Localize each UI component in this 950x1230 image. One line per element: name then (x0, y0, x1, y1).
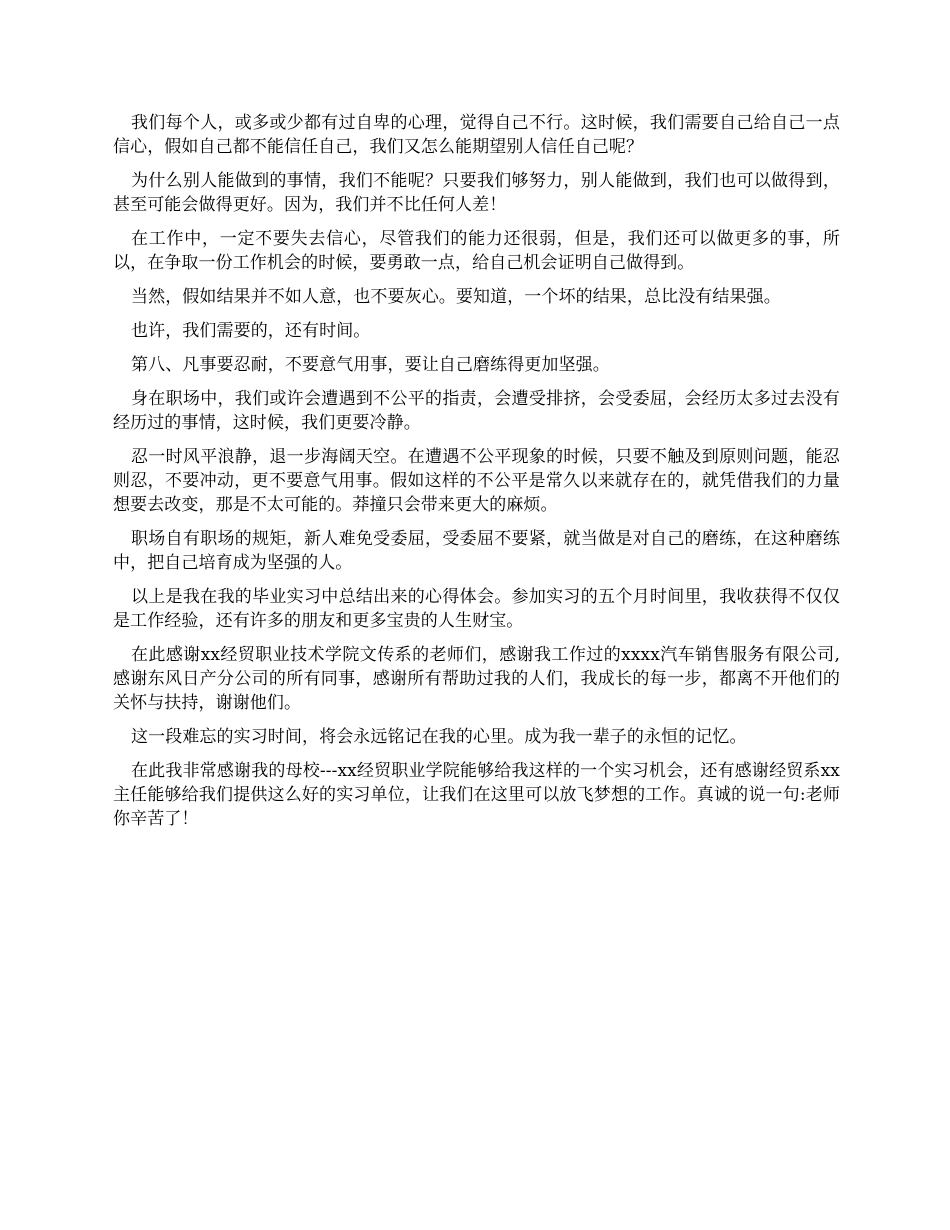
paragraph: 以上是我在我的毕业实习中总结出来的心得体会。参加实习的五个月时间里，我收获得不仅仅是工作经验，还有许多的朋友和更多宝贵的人生财宝。 (113, 587, 840, 631)
paragraph: 也许，我们需要的，还有时间。 (131, 321, 371, 341)
paragraph: 在此我非常感谢我的母校---xx经贸职业学院能够给我这样的一个实习机会，还有感谢经贸系xx主任能够给我们提供这么好的实习单位，让我们在这里可以放飞梦想的工作。真诚的说一句:老师你辛苦了！ (113, 761, 840, 829)
paragraph: 忍一时风平浪静，退一步海阔天空。在遭遇不公平现象的时候，只要不触及到原则问题，能忍则忍，不要冲动，更不要意气用事。假如这样的不公平是常久以来就存在的，就凭借我们的力量想要去改变，那是不太可能的。莽撞只会带来更大的麻烦。 (113, 447, 840, 515)
document-body (113, 111, 840, 841)
paragraph: 这一段难忘的实习时间，将会永远铭记在我的心里。成为我一辈子的永恒的记忆。 (131, 727, 747, 747)
paragraph: 在此感谢xx经贸职业技术学院文传系的老师们，感谢我工作过的xxxx汽车销售服务有限公司,感谢东风日产分公司的所有同事，感谢所有帮助过我的人们，我成长的每一步，都离不开他们的关怀与扶持，谢谢他们。 (113, 645, 840, 713)
paragraph: 在工作中，一定不要失去信心，尽管我们的能力还很弱，但是，我们还可以做更多的事，所以，在争取一份工作机会的时候，要勇敢一点，给自己机会证明自己做得到。 (113, 229, 840, 273)
paragraph: 身在职场中，我们或许会遭遇到不公平的指责，会遭受排挤，会受委屈，会经历太多过去没有经历过的事情，这时候，我们更要冷静。 (113, 389, 840, 433)
paragraph: 当然，假如结果并不如人意，也不要灰心。要知道，一个坏的结果，总比没有结果强。 (131, 287, 781, 307)
paragraph: 我们每个人，或多或少都有过自卑的心理，觉得自己不行。这时候，我们需要自己给自己一点信心，假如自己都不能信任自己，我们又怎么能期望别人信任自己呢？ (113, 113, 840, 157)
paragraph: 第八、凡事要忍耐，不要意气用事，要让自己磨练得更加坚强。 (131, 355, 610, 375)
paragraph: 为什么别人能做到的事情，我们不能呢？只要我们够努力，别人能做到，我们也可以做得到，甚至可能会做得更好。因为，我们并不比任何人差！ (113, 171, 840, 215)
paragraph: 职场自有职场的规矩，新人难免受委屈，受委屈不要紧，就当做是对自己的磨练，在这种磨练中，把自己培育成为坚强的人。 (113, 529, 840, 573)
